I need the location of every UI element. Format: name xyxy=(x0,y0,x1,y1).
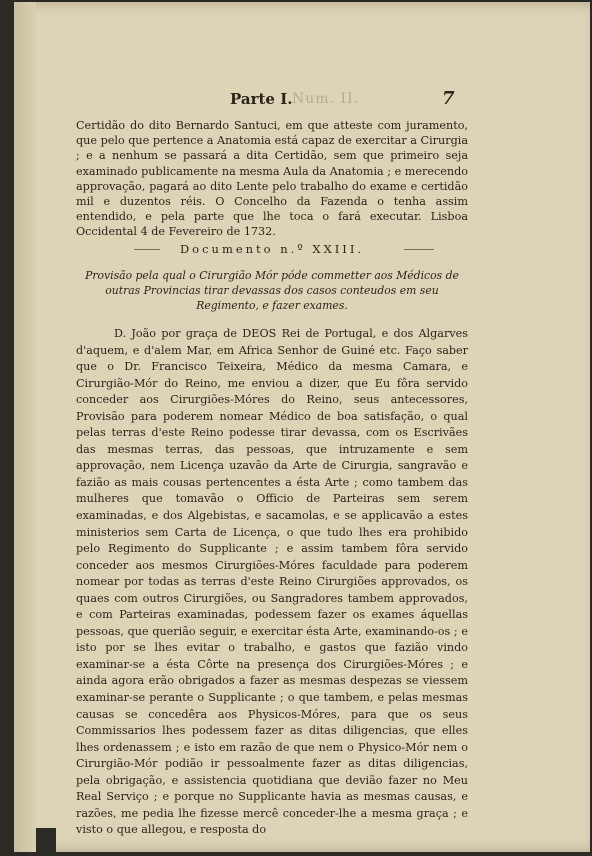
book-page xyxy=(14,2,590,852)
continuation-paragraph: Certidão do dito Bernardo Santuci, em que atteste com juramento, que pelo que pertence a Anatomia está capaz de exercitar a Cirurgia ; e a nenhum se passará a dita Certidão, sem que primeiro seja examinado publicamente na mesma Aula da Anatomia ; e merecendo approvação, pagará ao dito Lente pelo trabalho do exame e certidão mil e duzentos réis. O Concelho da Fazenda o tenha assim entendido, e pela parte que lhe toca o fará executar. Lisboa Occidental 4 de Fevereiro de 1732. xyxy=(76,119,468,239)
page-corner-tear xyxy=(36,828,56,852)
title-rule-right xyxy=(404,249,434,250)
page-gutter xyxy=(14,2,36,852)
document-body: D. João por graça de DEOS Rei de Portugal, e dos Algarves d'aquem, e d'alem Mar, em Africa Senhor de Guiné etc. Faço saber que o Dr. Francisco Teixeira, Médico da mesma Camara, e Cirurgião-Mór do Reino, me enviou a dizer, que Eu fôra servido conceder aos Cirurgiões-Móres do Reino, seus antecessores, Provisão para poderem nomear Médico de boa satisfação, o qual pelas terras d'este Reino podesse tirar devassa, com os Escrivães das mesmas terras, das pessoas, que intruzamente e sem approvação, nem Licença uzavão da Arte de Cirurgia, sangravão e fazião as mais cousas pertencentes a ésta Arte ; como tambem das mulheres que tomavão o Officio de Parteiras sem serem examinadas, e dos Algebistas, e sacamolas, e se applicavão a estes ministerios sem Carta de Licença, o que tudo lhes era prohibido pelo Regimento do Supplicante ; e assim tambem fôra servido conceder aos mesmos Cirurgiões-Móres faculdade para poderem nomear por todas as terras d'este Reino Cirurgiões approvados, os quaes com outros Cirurgiões, ou Sangradores tambem approvados, e com Parteiras examinadas, podessem fazer os exames áquellas pessoas, que querião seguir, e exercitar ésta Arte, examinando-os ; e isto por se lhes evitar o trabalho, e gastos que fazião vindo examinar-se a ésta Côrte na presença dos Cirurgiões-Móres ; e ainda agora erão obrigados a fazer as mesmas despezas se viessem examinar-se perante o Supplicante ; o que tambem, e pelas mesmas causas se concedêra aos Physicos-Móres, para que os seus Commissarios lhes podessem fazer as ditas diligencias, que elles lhes ordenassem ; e isto em razão de que nem o Physico-Mór nem o Cirurgião-Mór podião ir pessoalmente fazer as ditas diligencias, pela obrigação, e assistencia quotidiana que devião fazer no Meu Real Serviço ; e porque no Supplicante havia as mesmas causas, e razões, me pedia lhe fizesse mercê conceder-lhe a mesma graça ; e visto o que allegou, e resposta do xyxy=(76,327,468,837)
document-title: Documento n.º XXIII. xyxy=(179,242,365,256)
running-header xyxy=(14,90,590,112)
bleed-through-text: Num. II. xyxy=(292,91,359,107)
document-summary: Provisão pela qual o Cirurgião Mór póde commetter aos Médicos de outras Provincias tirar devassas dos casos conteudos em seu Regimento, e fazer exames. xyxy=(85,269,459,312)
page-number: 7 xyxy=(442,88,455,109)
part-title: Parte I. xyxy=(230,90,293,108)
